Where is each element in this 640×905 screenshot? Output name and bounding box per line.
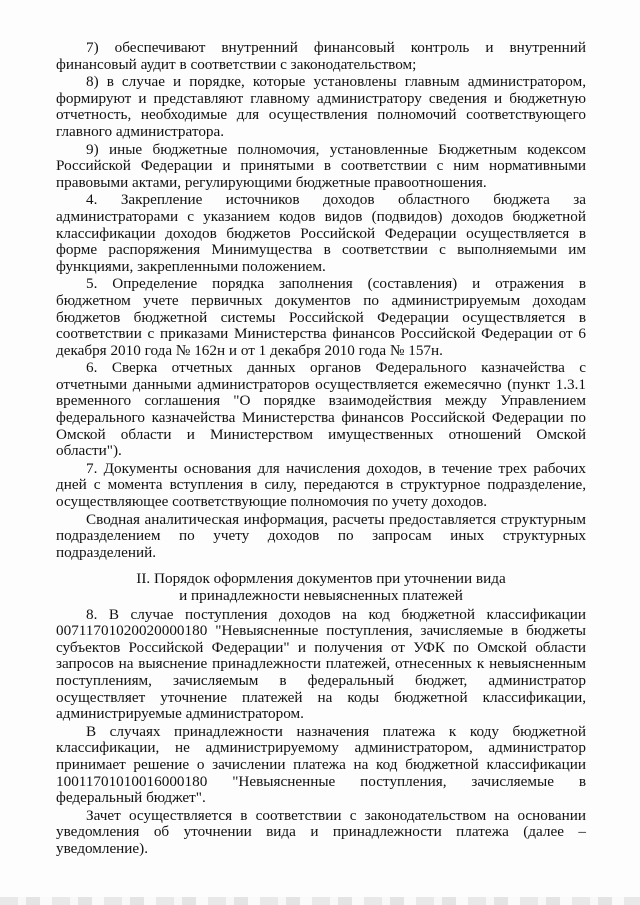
section-heading-line-2: и принадлежности невыясненных платежей [179, 587, 463, 604]
paragraph-item-9-other-powers: 9) иные бюджетные полномочия, установленные Бюджетным кодексом Российской Федерации и принятыми в соответствии с ним нормативными правовыми актами, регулирующими бюджетные правоотношения. [56, 140, 586, 191]
scan-edge-artifact [0, 897, 640, 905]
paragraph-4-revenue-sources: 4. Закрепление источников доходов областного бюджета за администраторами с указанием кодов видов (подвидов) доходов бюджетной классификации доходов бюджетов Российской Федерации осуществляется в форме распоряжения Минимущества в соответствии с выполняемыми им функциями, закрепленными положением. [56, 191, 586, 275]
section-heading-line-1: II. Порядок оформления документов при уточнении вида [136, 570, 506, 588]
paragraph-item-8-reporting: 8) в случае и порядке, которые установлены главным администратором, формируют и представляют главному администратору сведения и бюджетную отчетность, необходимые для осуществления полномочий соответствующего главного администратора. [56, 73, 586, 140]
paragraph-5-accounting-order: 5. Определение порядка заполнения (составления) и отражения в бюджетном учете первичных документов по администрируемым доходам бюджетов бюджетной системы Российской Федерации осуществляется в соответствии с приказами Министерства финансов Российской Федерации от 6 декабря 2010 года № 162н и от 1 декабря 2010 года № 157н. [56, 275, 586, 359]
paragraph-8-unclarified-receipts: 8. В случае поступления доходов на код бюджетной классификации 00711701020020000180 "Невыясненные поступления, зачисляемые в бюджеты субъектов Российской Федерации" и получения от УФК по Омской области запросов на выяснение принадлежности платежей, отнесенных к невыясненным поступлениям, зачисляемым в федеральный бюджет, администратор осуществляет уточнение платежей на коды бюджетной классификации, администрируемые администратором. [56, 605, 586, 723]
document-body [56, 40, 586, 859]
paragraph-offset-notice: Зачет осуществляется в соответствии с законодательством на основании уведомления об уточнении вида и принадлежности платежа (далее – уведомление). [56, 806, 586, 857]
paragraph-item-7-internal-control: 7) обеспечивают внутренний финансовый контроль и внутренний финансовый аудит в соответствии с законодательством; [56, 39, 586, 73]
paragraph-summary-info: Сводная аналитическая информация, расчеты предоставляется структурным подразделением по учету доходов по запросам иных структурных подразделений. [56, 510, 586, 561]
paragraph-payment-ownership: В случаях принадлежности назначения платежа к коду бюджетной классификации, не администрируемому администратором, администратор принимает решение о зачислении платежа на код бюджетной классификации 10011701010016000180 "Невыясненные поступления, зачисляемые в федеральный бюджет". [56, 722, 586, 807]
paragraph-7-documents-basis: 7. Документы основания для начисления доходов, в течение трех рабочих дней с момента вступления в силу, передаются в структурное подразделение, осуществляющее соответствующие полномочия по учету доходов. [56, 459, 586, 511]
section-heading [56, 571, 586, 604]
paragraph-6-reconciliation: 6. Сверка отчетных данных органов Федерального казначейства с отчетными данными администраторов осуществляется ежемесячно (пункт 1.3.1 временного соглашения "О порядке взаимодействия между Управлением федерального казначейства Министерства финансов Российской Федерации по Омской области и Министерством имущественных отношений Омской области"). [56, 359, 586, 460]
